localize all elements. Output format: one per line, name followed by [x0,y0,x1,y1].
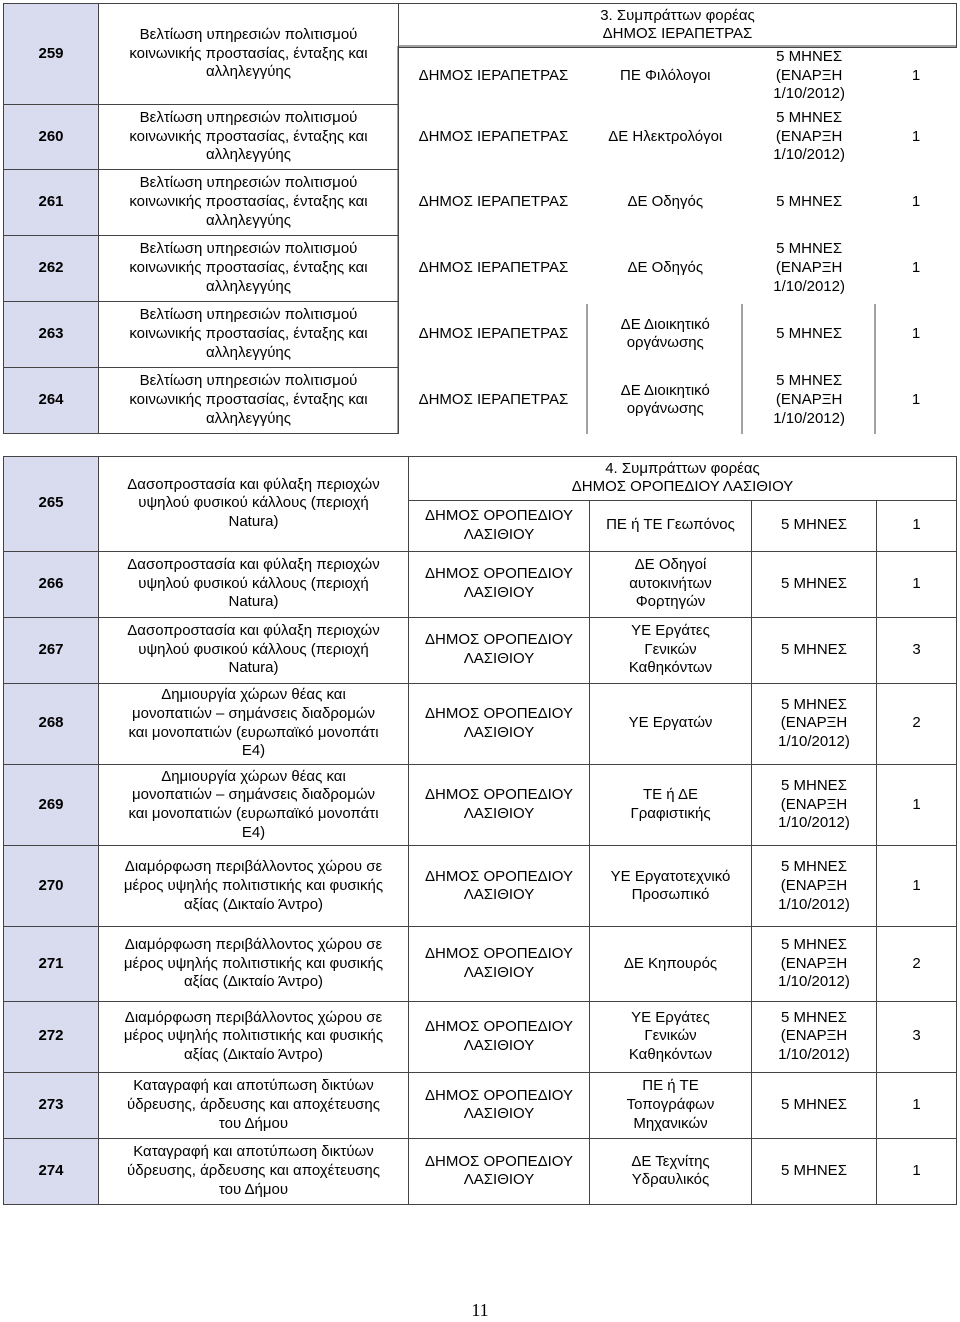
partner-body: ΔΗΜΟΣ ΙΕΡΑΠΕΤΡΑΣ [418,391,569,409]
duration: 5 ΜΗΝΕΣ (ΕΝΑΡΞΗ 1/10/2012) [752,846,877,927]
section4-header [409,457,957,501]
duration: 5 ΜΗΝΕΣ (ΕΝΑΡΞΗ 1/10/2012) [752,927,877,1001]
project-title: Βελτίωση υπηρεσιών πολιτισμού κοινωνικής προστασίας, ένταξης και αλληλεγγύης [99,367,399,433]
row-details [399,105,957,170]
positions-count: 1 [911,193,921,211]
specialty: ΥΕ Εργάτες Γενικών Καθηκόντων [590,617,752,683]
partner-body: ΔΗΜΟΣ ΟΡΟΠΕΔΙΟΥ ΛΑΣΙΘΙΟΥ [409,551,590,617]
section4-header-line1: 4. Συμπράττων φορέας [605,459,760,477]
specialty: ΤΕ ή ΔΕ Γραφιστικής [590,764,752,845]
row-number: 267 [4,617,99,683]
row-number: 259 [4,4,99,105]
section3-table [3,3,957,434]
duration: 5 ΜΗΝΕΣ (ΕΝΑΡΞΗ 1/10/2012) [773,109,845,164]
positions-count: 3 [877,1001,957,1072]
positions-count: 1 [911,259,921,277]
row-details [399,170,957,236]
duration: 5 ΜΗΝΕΣ [752,1138,877,1204]
partner-body: ΔΗΜΟΣ ΟΡΟΠΕΔΙΟΥ ΛΑΣΙΘΙΟΥ [409,1138,590,1204]
project-title: Βελτίωση υπηρεσιών πολιτισμού κοινωνικής προστασίας, ένταξης και αλληλεγγύης [99,170,399,236]
positions-count: 1 [911,127,921,145]
partner-body: ΔΗΜΟΣ ΙΕΡΑΠΕΤΡΑΣ [418,325,569,343]
row-details [399,367,957,433]
positions-count: 1 [877,500,957,551]
project-title: Βελτίωση υπηρεσιών πολιτισμού κοινωνικής προστασίας, ένταξης και αλληλεγγύης [99,105,399,170]
specialty: ΔΕ Οδηγός [627,193,704,211]
row-number: 264 [4,367,99,433]
duration: 5 ΜΗΝΕΣ (ΕΝΑΡΞΗ 1/10/2012) [773,48,845,103]
project-title: Δασοπροστασία και φύλαξη περιοχών υψηλού φυσικού κάλλους (περιοχή Natura) [99,457,409,552]
partner-body: ΔΗΜΟΣ ΙΕΡΑΠΕΤΡΑΣ [418,127,569,145]
duration: 5 ΜΗΝΕΣ (ΕΝΑΡΞΗ 1/10/2012) [752,1001,877,1072]
page-number: 11 [471,1300,489,1320]
positions-count: 1 [877,551,957,617]
specialty: ΠΕ ή ΤΕ Γεωπόνος [590,500,752,551]
project-title: Καταγραφή και αποτύπωση δικτύων ύδρευσης, άρδευσης και αποχέτευσης του Δήμου [99,1138,409,1204]
project-title: Βελτίωση υπηρεσιών πολιτισμού κοινωνικής προστασίας, ένταξης και αλληλεγγύης [99,301,399,367]
row-details [399,236,957,302]
partner-body: ΔΗΜΟΣ ΟΡΟΠΕΔΙΟΥ ΛΑΣΙΘΙΟΥ [409,617,590,683]
partner-body: ΔΗΜΟΣ ΙΕΡΑΠΕΤΡΑΣ [418,259,569,277]
partner-body: ΔΗΜΟΣ ΟΡΟΠΕΔΙΟΥ ΛΑΣΙΘΙΟΥ [409,500,590,551]
row-number: 269 [4,764,99,845]
specialty: ΠΕ Φιλόλογοι [620,66,711,84]
duration: 5 ΜΗΝΕΣ [752,500,877,551]
specialty: ΥΕ Εργατοτεχνικό Προσωπικό [590,846,752,927]
positions-count: 1 [877,764,957,845]
specialty: ΔΕ Διοικητικό οργάνωσης [620,315,710,352]
specialty: ΠΕ ή ΤΕ Τοπογράφων Μηχανικών [590,1072,752,1138]
section4-table [3,456,957,1205]
duration: 5 ΜΗΝΕΣ [776,325,843,343]
project-title: Βελτίωση υπηρεσιών πολιτισμού κοινωνικής προστασίας, ένταξης και αλληλεγγύης [99,236,399,302]
duration: 5 ΜΗΝΕΣ [776,193,843,211]
partner-body: ΔΗΜΟΣ ΙΕΡΑΠΕΤΡΑΣ [418,193,569,211]
section3-header [399,4,957,48]
row-number: 263 [4,301,99,367]
partner-body: ΔΗΜΟΣ ΟΡΟΠΕΔΙΟΥ ΛΑΣΙΘΙΟΥ [409,927,590,1001]
specialty: ΔΕ Διοικητικό οργάνωσης [620,381,710,418]
positions-count: 2 [877,683,957,764]
row-number: 266 [4,551,99,617]
project-title: Δημιουργία χώρων θέας και μονοπατιών – σημάνσεις διαδρομών και μονοπατιών (ευρωπαϊκό μονοπάτι Ε4) [99,764,409,845]
partner-body: ΔΗΜΟΣ ΟΡΟΠΕΔΙΟΥ ΛΑΣΙΘΙΟΥ [409,846,590,927]
row-number: 274 [4,1138,99,1204]
row-number: 268 [4,683,99,764]
duration: 5 ΜΗΝΕΣ [752,617,877,683]
positions-count: 1 [911,66,921,84]
specialty: ΥΕ Εργατών [590,683,752,764]
duration: 5 ΜΗΝΕΣ [752,1072,877,1138]
partner-body: ΔΗΜΟΣ ΟΡΟΠΕΔΙΟΥ ΛΑΣΙΘΙΟΥ [409,1001,590,1072]
row-number: 260 [4,105,99,170]
row-number: 261 [4,170,99,236]
specialty: ΔΕ Οδηγός [627,259,704,277]
specialty: ΔΕ Ηλεκτρολόγοι [608,127,723,145]
section3-header-line2: ΔΗΜΟΣ ΙΕΡΑΠΕΤΡΑΣ [602,25,753,43]
duration: 5 ΜΗΝΕΣ (ΕΝΑΡΞΗ 1/10/2012) [773,240,845,295]
row-number: 271 [4,927,99,1001]
specialty: ΔΕ Οδηγοί αυτοκινήτων Φορτηγών [590,551,752,617]
project-title: Διαμόρφωση περιβάλλοντος χώρου σε μέρος υψηλής πολιτιστικής και φυσικής αξίας (Δικταίο Άντρο) [99,1001,409,1072]
section3-first-row [399,47,957,104]
row-number: 273 [4,1072,99,1138]
positions-count: 1 [877,846,957,927]
project-title: Βελτίωση υπηρεσιών πολιτισμού κοινωνικής προστασίας, ένταξης και αλληλεγγύης [99,4,399,105]
positions-count: 2 [877,927,957,1001]
specialty: ΔΕ Τεχνίτης Υδραυλικός [590,1138,752,1204]
duration: 5 ΜΗΝΕΣ (ΕΝΑΡΞΗ 1/10/2012) [773,372,845,427]
section3-header-line1: 3. Συμπράττων φορέας [600,6,755,24]
project-title: Διαμόρφωση περιβάλλοντος χώρου σε μέρος υψηλής πολιτιστικής και φυσικής αξίας (Δικταίο Άντρο) [99,927,409,1001]
row-number: 265 [4,457,99,552]
duration: 5 ΜΗΝΕΣ [752,551,877,617]
row-number: 270 [4,846,99,927]
row-number: 272 [4,1001,99,1072]
specialty: ΥΕ Εργάτες Γενικών Καθηκόντων [590,1001,752,1072]
positions-count: 3 [877,617,957,683]
specialty: ΔΕ Κηπουρός [590,927,752,1001]
partner-body: ΔΗΜΟΣ ΟΡΟΠΕΔΙΟΥ ΛΑΣΙΘΙΟΥ [409,1072,590,1138]
project-title: Δασοπροστασία και φύλαξη περιοχών υψηλού φυσικού κάλλους (περιοχή Natura) [99,617,409,683]
partner-body: ΔΗΜΟΣ ΟΡΟΠΕΔΙΟΥ ΛΑΣΙΘΙΟΥ [409,764,590,845]
project-title: Δασοπροστασία και φύλαξη περιοχών υψηλού φυσικού κάλλους (περιοχή Natura) [99,551,409,617]
positions-count: 1 [911,325,921,343]
section4-header-line2: ΔΗΜΟΣ ΟΡΟΠΕΔΙΟΥ ΛΑΣΙΘΙΟΥ [571,478,794,496]
row-number: 262 [4,236,99,302]
partner-body: ΔΗΜΟΣ ΟΡΟΠΕΔΙΟΥ ΛΑΣΙΘΙΟΥ [409,683,590,764]
project-title: Δημιουργία χώρων θέας και μονοπατιών – σημάνσεις διαδρομών και μονοπατιών (ευρωπαϊκό μονοπάτι Ε4) [99,683,409,764]
duration: 5 ΜΗΝΕΣ (ΕΝΑΡΞΗ 1/10/2012) [752,683,877,764]
partner-body: ΔΗΜΟΣ ΙΕΡΑΠΕΤΡΑΣ [418,66,569,84]
positions-count: 1 [877,1072,957,1138]
positions-count: 1 [911,391,921,409]
duration: 5 ΜΗΝΕΣ (ΕΝΑΡΞΗ 1/10/2012) [752,764,877,845]
positions-count: 1 [877,1138,957,1204]
project-title: Διαμόρφωση περιβάλλοντος χώρου σε μέρος υψηλής πολιτιστικής και φυσικής αξίας (Δικταίο Άντρο) [99,846,409,927]
project-title: Καταγραφή και αποτύπωση δικτύων ύδρευσης, άρδευσης και αποχέτευσης του Δήμου [99,1072,409,1138]
row-details [399,301,957,367]
